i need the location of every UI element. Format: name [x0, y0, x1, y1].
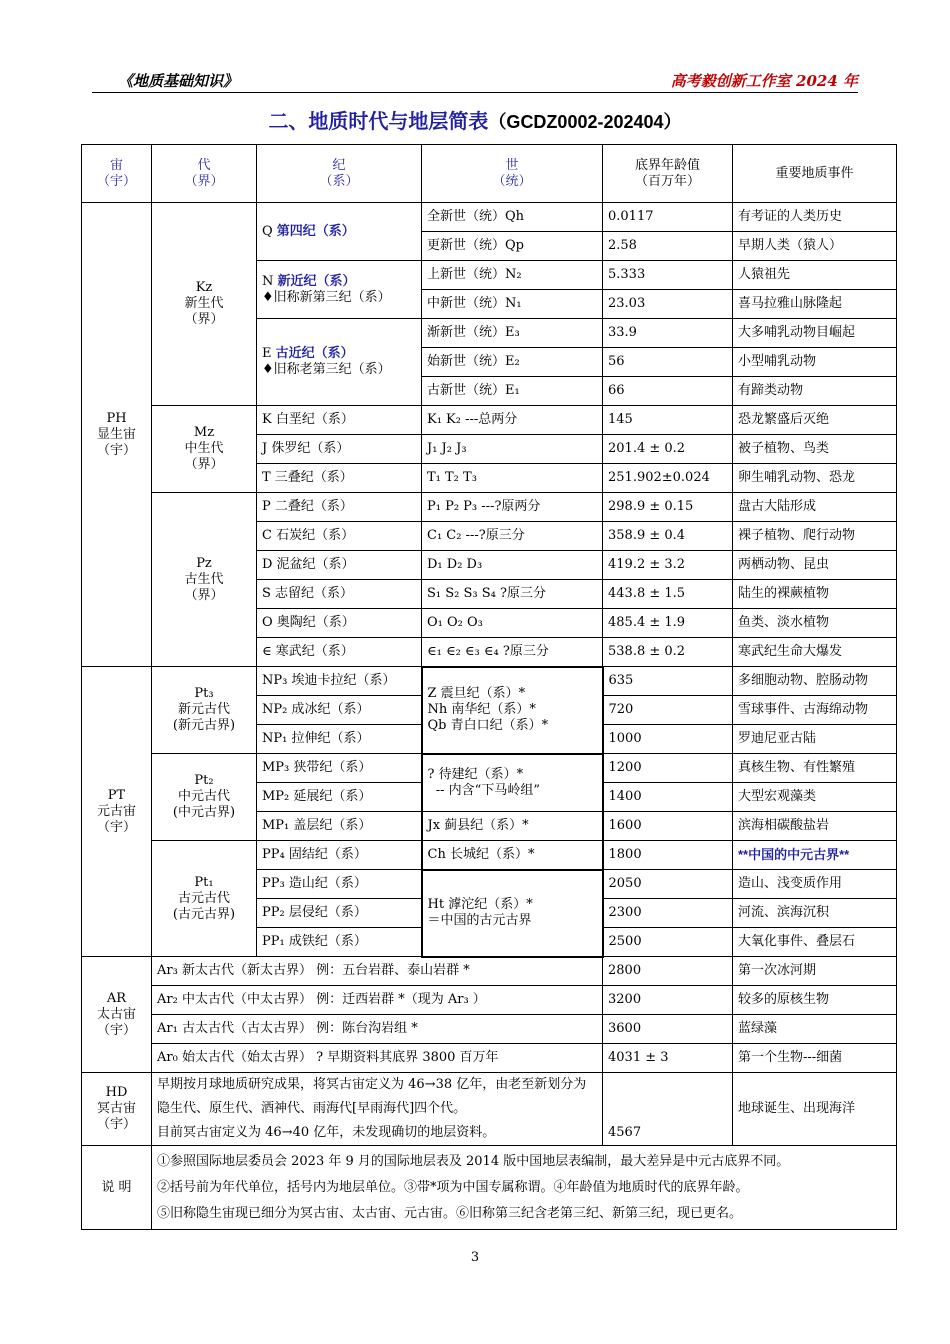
era-pt3: Pt₃ 新元古代 (新元古界) — [152, 667, 257, 754]
epoch-cell: J₁ J₂ J₃ — [422, 435, 603, 464]
event-cell: 罗迪尼亚古陆 — [733, 725, 897, 754]
period-e: E 古近纪（系） ♦旧称老第三纪（系） — [257, 319, 422, 406]
age-cell: 1200 — [603, 754, 733, 783]
event-cell: 陆生的裸蕨植物 — [733, 580, 897, 609]
age-cell: 2300 — [603, 899, 733, 928]
table-row — [82, 986, 897, 1015]
table-row — [82, 841, 897, 870]
event-cell: 滨海相碳酸盐岩 — [733, 812, 897, 841]
col-event: 重要地质事件 — [733, 145, 897, 203]
col-epoch: 世 （统） — [422, 145, 603, 203]
epoch-cell: C₁ C₂ ---?原三分 — [422, 522, 603, 551]
period-cell: NP₁ 拉伸纪（系） — [257, 725, 422, 754]
age-cell: 419.2 ± 3.2 — [603, 551, 733, 580]
event-cell: 喜马拉雅山脉隆起 — [733, 290, 897, 319]
event-cell: 被子植物、鸟类 — [733, 435, 897, 464]
table-row — [82, 754, 897, 783]
age-cell: 251.902±0.024 — [603, 464, 733, 493]
period-cell: J 侏罗纪（系） — [257, 435, 422, 464]
event-cell: 第一次冰河期 — [733, 957, 897, 986]
epoch-cell: 渐新世（统）E₃ — [422, 319, 603, 348]
epoch-cell: 上新世（统）N₂ — [422, 261, 603, 290]
event-cell: 有蹄类动物 — [733, 377, 897, 406]
age-cell: 538.8 ± 0.2 — [603, 638, 733, 667]
period-cell: O 奥陶纪（系） — [257, 609, 422, 638]
col-period: 纪 （系） — [257, 145, 422, 203]
notes-row — [82, 1146, 897, 1230]
title-main: 二、地质时代与地层简表 — [268, 109, 489, 133]
age-cell: 33.9 — [603, 319, 733, 348]
table-row — [82, 406, 897, 435]
header-right: 高考毅创新工作室 2024 年 — [670, 72, 858, 90]
epoch-cell: 始新世（统）E₂ — [422, 348, 603, 377]
epoch-cell: ∈₁ ∈₂ ∈₃ ∈₄ ?原三分 — [422, 638, 603, 667]
event-cell: 真核生物、有性繁殖 — [733, 754, 897, 783]
epoch-cell: O₁ O₂ O₃ — [422, 609, 603, 638]
event-cell: 两栖动物、昆虫 — [733, 551, 897, 580]
age-cell: 2050 — [603, 870, 733, 899]
age-cell: 1800 — [603, 841, 733, 870]
event-cell: **中国的中元古界** — [733, 841, 897, 870]
table-row — [82, 493, 897, 522]
event-cell: 有考证的人类历史 — [733, 203, 897, 232]
event-cell: 较多的原核生物 — [733, 986, 897, 1015]
period-cell: NP₂ 成冰纪（系） — [257, 696, 422, 725]
age-cell: 201.4 ± 0.2 — [603, 435, 733, 464]
epoch-cell: T₁ T₂ T₃ — [422, 464, 603, 493]
hadean-text: 早期按月球地质研究成果，将冥古宙定义为 46→38 亿年，由老至新划分为隐生代、原生代、酒神代、雨海代[早雨海代]四个代。 目前冥古宙定义为 46→40 亿年，未发现确切的地层资料。 — [152, 1073, 603, 1146]
age-cell: 2.58 — [603, 232, 733, 261]
col-eon: 宙 （宇） — [82, 145, 152, 203]
period-q: Q 第四纪（系） — [257, 203, 422, 261]
china-changcheng: Ch 长城纪（系）* — [422, 841, 603, 870]
period-cell: PP₃ 造山纪（系） — [257, 870, 422, 899]
table-row — [82, 1044, 897, 1073]
title-code: （GCDZ0002-202404） — [488, 112, 682, 132]
age-cell: 66 — [603, 377, 733, 406]
event-cell: 第一个生物---细菌 — [733, 1044, 897, 1073]
event-cell: 鱼类、淡水植物 — [733, 609, 897, 638]
event-cell: 蓝绿藻 — [733, 1015, 897, 1044]
age-cell: 2800 — [603, 957, 733, 986]
epoch-cell: 中新世（统）N₁ — [422, 290, 603, 319]
table-row — [82, 1015, 897, 1044]
epoch-cell: 全新世（统）Qh — [422, 203, 603, 232]
period-cell: NP₃ 埃迪卡拉纪（系） — [257, 667, 422, 696]
age-cell: 56 — [603, 348, 733, 377]
event-cell: 盘古大陆形成 — [733, 493, 897, 522]
col-age: 底界年龄值 （百万年） — [603, 145, 733, 203]
event-cell: 大多哺乳动物目崛起 — [733, 319, 897, 348]
age-cell: 485.4 ± 1.9 — [603, 609, 733, 638]
era-pz: Pz 古生代 （界） — [152, 493, 257, 667]
event-cell: 雪球事件、古海绵动物 — [733, 696, 897, 725]
page-title — [0, 105, 950, 134]
age-cell: 4567 — [603, 1073, 733, 1146]
eon-pt: PT 元古宙 （宇） — [82, 667, 152, 957]
eon-hd: HD 冥古宙 （宇） — [82, 1073, 152, 1146]
event-cell: 裸子植物、爬行动物 — [733, 522, 897, 551]
era-kz: Kz 新生代 （界） — [152, 203, 257, 406]
epoch-cell: D₁ D₂ D₃ — [422, 551, 603, 580]
age-cell: 443.8 ± 1.5 — [603, 580, 733, 609]
period-cell: MP₂ 延展纪（系） — [257, 783, 422, 812]
event-cell: 地球诞生、出现海洋 — [733, 1073, 897, 1146]
period-cell: D 泥盆纪（系） — [257, 551, 422, 580]
table-row — [82, 957, 897, 986]
period-cell: MP₃ 狭带纪（系） — [257, 754, 422, 783]
event-cell: 河流、滨海沉积 — [733, 899, 897, 928]
age-cell: 2500 — [603, 928, 733, 957]
epoch-cell: P₁ P₂ P₃ ---?原两分 — [422, 493, 603, 522]
age-cell: 1600 — [603, 812, 733, 841]
china-jixian: Jx 蓟县纪（系）* — [422, 812, 603, 841]
period-cell: PP₂ 层侵纪（系） — [257, 899, 422, 928]
period-cell: K 白垩纪（系） — [257, 406, 422, 435]
event-cell: 多细胞动物、腔肠动物 — [733, 667, 897, 696]
event-cell: 恐龙繁盛后灭绝 — [733, 406, 897, 435]
china-hutuo: Ht 滹沱纪（系）* ＝中国的古元古界 — [422, 870, 603, 957]
age-cell: 0.0117 — [603, 203, 733, 232]
age-cell: 3600 — [603, 1015, 733, 1044]
archean-era-cell: Ar₃ 新太古代（新太古界） 例：五台岩群、泰山岩群 * — [152, 957, 603, 986]
china-neoproterozoic: Z 震旦纪（系）* Nh 南华纪（系）* Qb 青白口纪（系）* — [422, 667, 603, 754]
header-left: 《地质基础知识》 — [118, 72, 239, 90]
archean-era-cell: Ar₀ 始太古代（始太古界） ? 早期资料其底界 3800 百万年 — [152, 1044, 603, 1073]
period-cell: PP₄ 固结纪（系） — [257, 841, 422, 870]
event-cell: 卵生哺乳动物、恐龙 — [733, 464, 897, 493]
col-era: 代 （界） — [152, 145, 257, 203]
event-cell: 大型宏观藻类 — [733, 783, 897, 812]
age-cell: 23.03 — [603, 290, 733, 319]
period-n: N 新近纪（系） ♦旧称新第三纪（系） — [257, 261, 422, 319]
table-row — [82, 667, 897, 696]
event-cell: 人猿祖先 — [733, 261, 897, 290]
event-cell: 早期人类（猿人） — [733, 232, 897, 261]
age-cell: 635 — [603, 667, 733, 696]
event-cell: 寒武纪生命大爆发 — [733, 638, 897, 667]
archean-era-cell: Ar₂ 中太古代（中太古界） 例：迁西岩群 *（现为 Ar₃ ） — [152, 986, 603, 1015]
table-header-row — [82, 145, 897, 203]
eon-ph: PH 显生宙 （宇） — [82, 203, 152, 667]
event-cell: 小型哺乳动物 — [733, 348, 897, 377]
age-cell: 720 — [603, 696, 733, 725]
table-row — [82, 1073, 897, 1146]
eon-ar: AR 太古宙 （宇） — [82, 957, 152, 1073]
age-cell: 1000 — [603, 725, 733, 754]
period-cell: MP₁ 盖层纪（系） — [257, 812, 422, 841]
page-number: 3 — [470, 1250, 480, 1265]
period-cell: S 志留纪（系） — [257, 580, 422, 609]
header-divider — [92, 92, 858, 93]
period-cell: P 二叠纪（系） — [257, 493, 422, 522]
period-cell: T 三叠纪（系） — [257, 464, 422, 493]
age-cell: 145 — [603, 406, 733, 435]
epoch-cell: 古新世（统）E₁ — [422, 377, 603, 406]
epoch-cell: 更新世（统）Qp — [422, 232, 603, 261]
archean-era-cell: Ar₁ 古太古代（古太古界） 例：陈台沟岩组 * — [152, 1015, 603, 1044]
period-cell: PP₁ 成铁纪（系） — [257, 928, 422, 957]
epoch-cell: K₁ K₂ ---总两分 — [422, 406, 603, 435]
age-cell: 1400 — [603, 783, 733, 812]
period-cell: C 石炭纪（系） — [257, 522, 422, 551]
age-cell: 3200 — [603, 986, 733, 1015]
era-mz: Mz 中生代 （界） — [152, 406, 257, 493]
age-cell: 358.9 ± 0.4 — [603, 522, 733, 551]
table-row — [82, 203, 897, 232]
china-daijian: ? 待建纪（系）* -- 内含“下马岭组” — [422, 754, 603, 812]
age-cell: 4031 ± 3 — [603, 1044, 733, 1073]
age-cell: 5.333 — [603, 261, 733, 290]
age-cell: 298.9 ± 0.15 — [603, 493, 733, 522]
event-cell: 造山、浅变质作用 — [733, 870, 897, 899]
geologic-time-table — [81, 144, 897, 1230]
era-pt2: Pt₂ 中元古代 (中元古界) — [152, 754, 257, 841]
period-cell: ∈ 寒武纪（系） — [257, 638, 422, 667]
notes-text: ①参照国际地层委员会 2023 年 9 月的国际地层表及 2014 版中国地层表编制，最大差异是中元古底界不同。 ②括号前为年代单位，括号内为地层单位。③带*项为中国专属称谓。④年龄值为地质时代的底界年龄。 ⑤旧称隐生宙现已细分为冥古宙、太古宙、元古宙。⑥旧称第三纪含老第三纪、新第三纪，现已更名。 — [152, 1146, 897, 1230]
event-cell: 大氧化事件、叠层石 — [733, 928, 897, 957]
era-pt1: Pt₁ 古元古代 (古元古界) — [152, 841, 257, 957]
epoch-cell: S₁ S₂ S₃ S₄ ?原三分 — [422, 580, 603, 609]
notes-label: 说 明 — [82, 1146, 152, 1230]
